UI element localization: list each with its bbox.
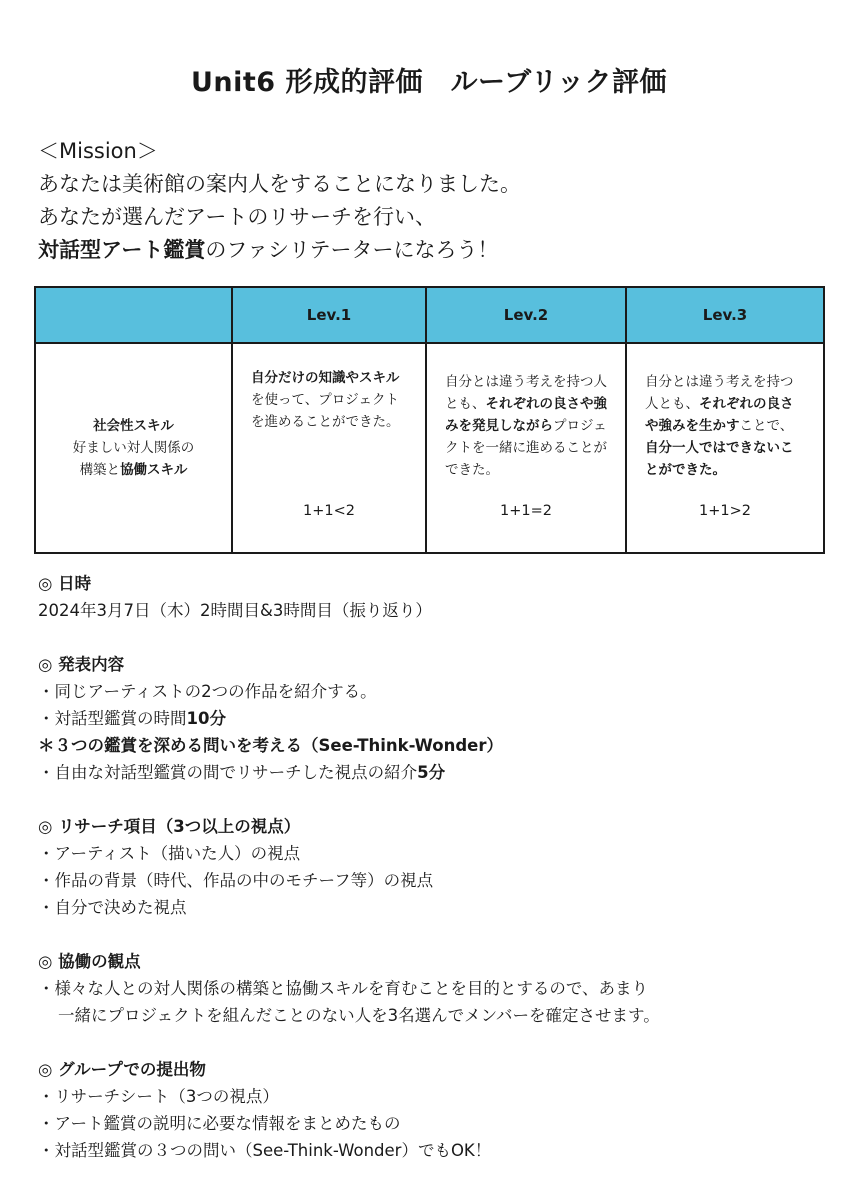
lev3-text-2: ことで、	[739, 418, 794, 434]
research-item: ・自分で決めた視点	[38, 898, 187, 917]
rubric-header-lev3: Lev.3	[626, 287, 824, 343]
row-label-line-3: 構築と	[79, 462, 121, 478]
lev1-bold: 自分だけの知識やスキル	[251, 370, 400, 386]
collab-line-1: ・様々な人との対人関係の構築と協働スキルを育むことを目的とするので、あまり	[38, 979, 649, 998]
lev2-text-1: 自分とは違う考えを持つ人とも、	[445, 374, 607, 412]
lev3-formula: 1+1>2	[699, 503, 751, 519]
presentation-item-4	[38, 759, 838, 786]
lev3-bold-2: 自分一人ではできないことができた。	[645, 440, 794, 478]
lev3-text-1: 自分とは違う考えを持つ人とも、	[645, 374, 794, 412]
presentation-item-2	[38, 705, 838, 732]
collab-heading: ◎ 協働の観点	[38, 952, 141, 971]
rubric-header-lev1: Lev.1	[232, 287, 426, 343]
rubric-cell-lev1	[232, 343, 426, 553]
presentation-item-1: ・同じアーティストの2つの作品を紹介する。	[38, 682, 377, 701]
lev2-description	[428, 345, 624, 481]
details-section	[38, 570, 838, 1164]
submission-heading: ◎ グループでの提出物	[38, 1060, 206, 1079]
lev2-bold: それぞれの良さや強みを発見しながら	[445, 396, 607, 434]
rubric-header-corner	[35, 287, 232, 343]
lev3-description	[628, 345, 822, 481]
lev1-description	[234, 345, 424, 433]
rubric-cell-lev2	[426, 343, 626, 553]
mission-line-3-rest: のファシリテーターになろう！	[205, 238, 499, 262]
mission-line-3	[38, 234, 838, 267]
presentation-item-3: ＊３つの鑑賞を深める問いを考える（See-Think-Wonder）	[38, 736, 504, 755]
presentation-item-2-text: ・対話型鑑賞の時間	[38, 709, 187, 728]
lev1-formula: 1+1<2	[303, 503, 355, 519]
submission-item: ・アート鑑賞の説明に必要な情報をまとめたもの	[38, 1114, 401, 1133]
rubric-header-lev2: Lev.2	[426, 287, 626, 343]
research-item: ・作品の背景（時代、作品の中のモチーフ等）の視点	[38, 871, 434, 890]
research-heading: ◎ リサーチ項目（3つ以上の視点）	[38, 817, 301, 836]
datetime-heading: ◎ 日時	[38, 574, 92, 593]
lev1-text: を使って、プロジェクトを進めることができた。	[251, 392, 400, 430]
mission-keyword: 対話型アート鑑賞	[38, 238, 206, 262]
row-label-title: 社会性スキル	[93, 418, 174, 434]
mission-line-2: あなたが選んだアートのリサーチを行い、	[38, 205, 436, 229]
presentation-item-4-text: ・自由な対話型鑑賞の間でリサーチした視点の紹介	[38, 763, 418, 782]
mission-heading: ＜Mission＞	[38, 139, 158, 163]
rubric-table	[34, 286, 825, 554]
collab-line-2: 一緒にプロジェクトを組んだことのない人を3名選んでメンバーを確定させます。	[58, 1006, 660, 1025]
lev3-bold-1: それぞれの良さや強みを生かす	[645, 396, 794, 434]
submission-item: ・対話型鑑賞の３つの問い（See-Think-Wonder）でもOK！	[38, 1141, 492, 1160]
presentation-item-4-bold: 5分	[417, 763, 446, 782]
lev2-formula: 1+1=2	[500, 503, 552, 519]
submission-item: ・リサーチシート（3つの視点）	[38, 1087, 279, 1106]
row-label-line-2: 好ましい対人関係の	[72, 440, 195, 456]
mission-line-1: あなたは美術館の案内人をすることになりました。	[38, 172, 521, 196]
mission-block	[38, 135, 838, 267]
rubric-row-label	[35, 343, 232, 553]
page-title: Unit6 形成的評価 ルーブリック評価	[191, 67, 667, 98]
rubric-header-row	[35, 287, 824, 343]
row-label-line-3-bold: 協働スキル	[120, 462, 188, 478]
rubric-cell-lev3	[626, 343, 824, 553]
research-item: ・アーティスト（描いた人）の視点	[38, 844, 301, 863]
presentation-heading: ◎ 発表内容	[38, 655, 125, 674]
presentation-item-2-bold: 10分	[186, 709, 226, 728]
datetime-value: 2024年3月7日（木）2時間目&3時間目（振り返り）	[38, 601, 432, 620]
lev2-text-2: プロジェクトを一緒に進めることができた。	[445, 418, 607, 478]
rubric-row-social-skill	[35, 343, 824, 553]
